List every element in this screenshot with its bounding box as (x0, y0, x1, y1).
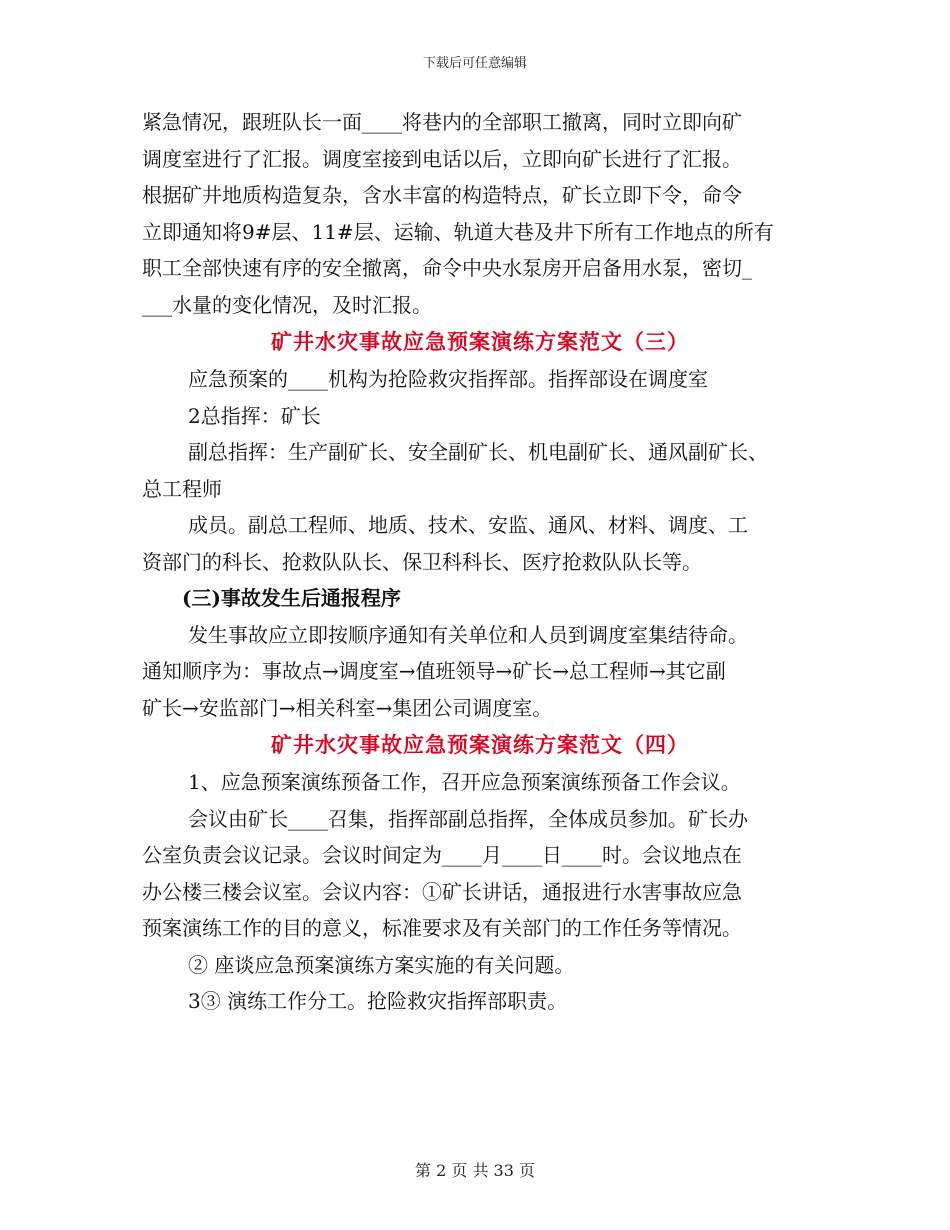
paragraph-line: 根据矿井地质构造复杂，含水丰富的构造特点，矿长立即下令，命令 (142, 183, 742, 207)
paragraph-line: 2总指挥：矿长 (188, 403, 321, 428)
paragraph-line: 办公楼三楼会议室。会议内容：①矿长讲话，通报进行水害事故应急 (142, 879, 742, 904)
paragraph-line: 1、应急预案演练预备工作，召开应急预案演练预备工作会议。 (188, 770, 741, 794)
document-body (142, 104, 818, 1020)
paragraph-line: 紧急情况，跟班队长一面____将巷内的全部职工撤离，同时立即向矿 (142, 110, 742, 134)
subheading: (三)事故发生后通报程序 (182, 586, 401, 610)
paragraph-line: 职工全部快速有序的安全撤离，命令中央水泵房开启备用水泵，密切_ (142, 256, 752, 280)
page-number: 第 2 页 共 33 页 (415, 1161, 535, 1180)
paragraph-line: 发生事故应立即按顺序通知有关单位和人员到调度室集结待命。 (188, 622, 748, 647)
paragraph-line: ___水量的变化情况，及时汇报。 (142, 292, 432, 317)
paragraph-line: 总工程师 (142, 476, 222, 501)
paragraph-line: 立即通知将9#层、11#层、运输、轨道大巷及井下所有工作地点的所有 (142, 219, 774, 244)
paragraph-line: ② 座谈应急预案演练方案实施的有关问题。 (188, 952, 575, 977)
header-note: 下载后可任意编辑 (422, 56, 527, 71)
paragraph-line: 公室负责会议记录。会议时间定为____月____日____时。会议地点在 (142, 843, 742, 867)
paragraph-line: 调度室进行了汇报。调度室接到电话以后，立即向矿长进行了汇报。 (142, 146, 742, 171)
section-title-4: 矿井水灾事故应急预案演练方案范文（四） (271, 732, 689, 757)
section-title-3: 矿井水灾事故应急预案演练方案范文（三） (271, 329, 689, 354)
paragraph-line: 副总指挥：生产副矿长、安全副矿长、机电副矿长、通风副矿长、 (188, 440, 768, 464)
paragraph-line: 成员。副总工程师、地质、技术、安监、通风、材料、调度、工 (188, 513, 748, 537)
paragraph-line: 通知顺序为：事故点→调度室→值班领导→矿长→总工程师→其它副 (142, 659, 726, 683)
paragraph-line: 矿长→安监部门→相关科室→集团公司调度室。 (142, 695, 553, 720)
paragraph-line: 3③ 演练工作分工。抢险救灾指挥部职责。 (188, 989, 568, 1013)
paragraph-line: 预案演练工作的目的意义，标准要求及有关部门的工作任务等情况。 (142, 916, 742, 940)
paragraph-line: 应急预案的____机构为抢险救灾指挥部。指挥部设在调度室 (188, 367, 708, 391)
paragraph-line: 资部门的科长、抢救队队长、保卫科科长、医疗抢救队队长等。 (142, 549, 702, 574)
paragraph-line: 会议由矿长____召集，指挥部副总指挥，全体成员参加。矿长办 (188, 806, 748, 831)
